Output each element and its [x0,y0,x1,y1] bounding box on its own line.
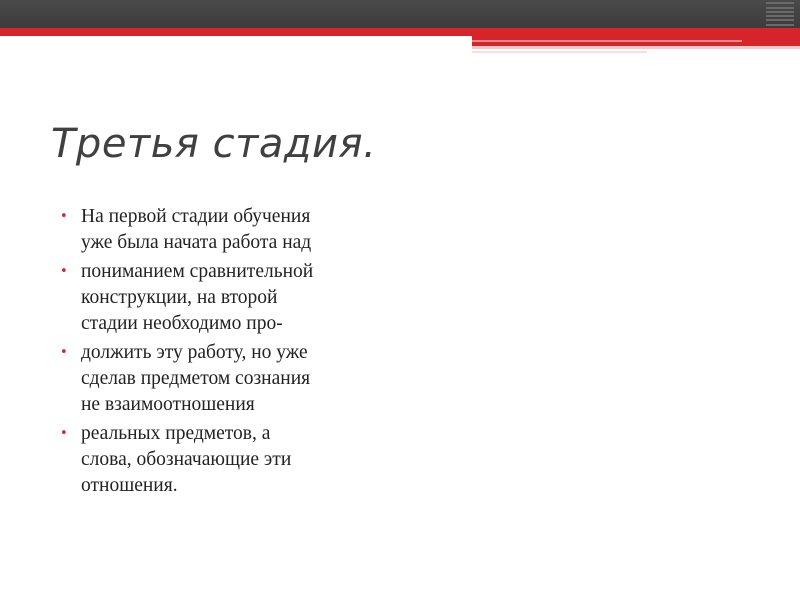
slide-title: Третья стадия. [51,121,377,167]
bullet-text: реальных предметов, а слова, обозначающие эти отношения. [81,423,292,496]
bullet-icon: • [60,209,68,224]
bullet-text: На первой стадии обучения уже была начата работа над [81,206,312,253]
bullet-list [60,204,390,502]
accent-stripe [472,46,800,49]
accent-band [0,28,800,36]
bullet-icon: • [60,345,68,360]
list-item [60,204,390,256]
bullet-text: пониманием сравнительной конструкции, на второй стадии необходимо про- [81,261,314,334]
list-item [60,421,390,499]
accent-stripe [472,51,647,53]
bullet-icon: • [60,264,68,279]
header-bar [0,0,800,28]
list-item [60,259,390,337]
grip-decoration [766,0,794,28]
list-item [60,340,390,418]
bullet-icon: • [60,426,68,441]
bullet-text: должить эту работу, но уже сделав предметом сознания не взаимоотношения [81,342,311,415]
accent-stripe [472,40,742,42]
